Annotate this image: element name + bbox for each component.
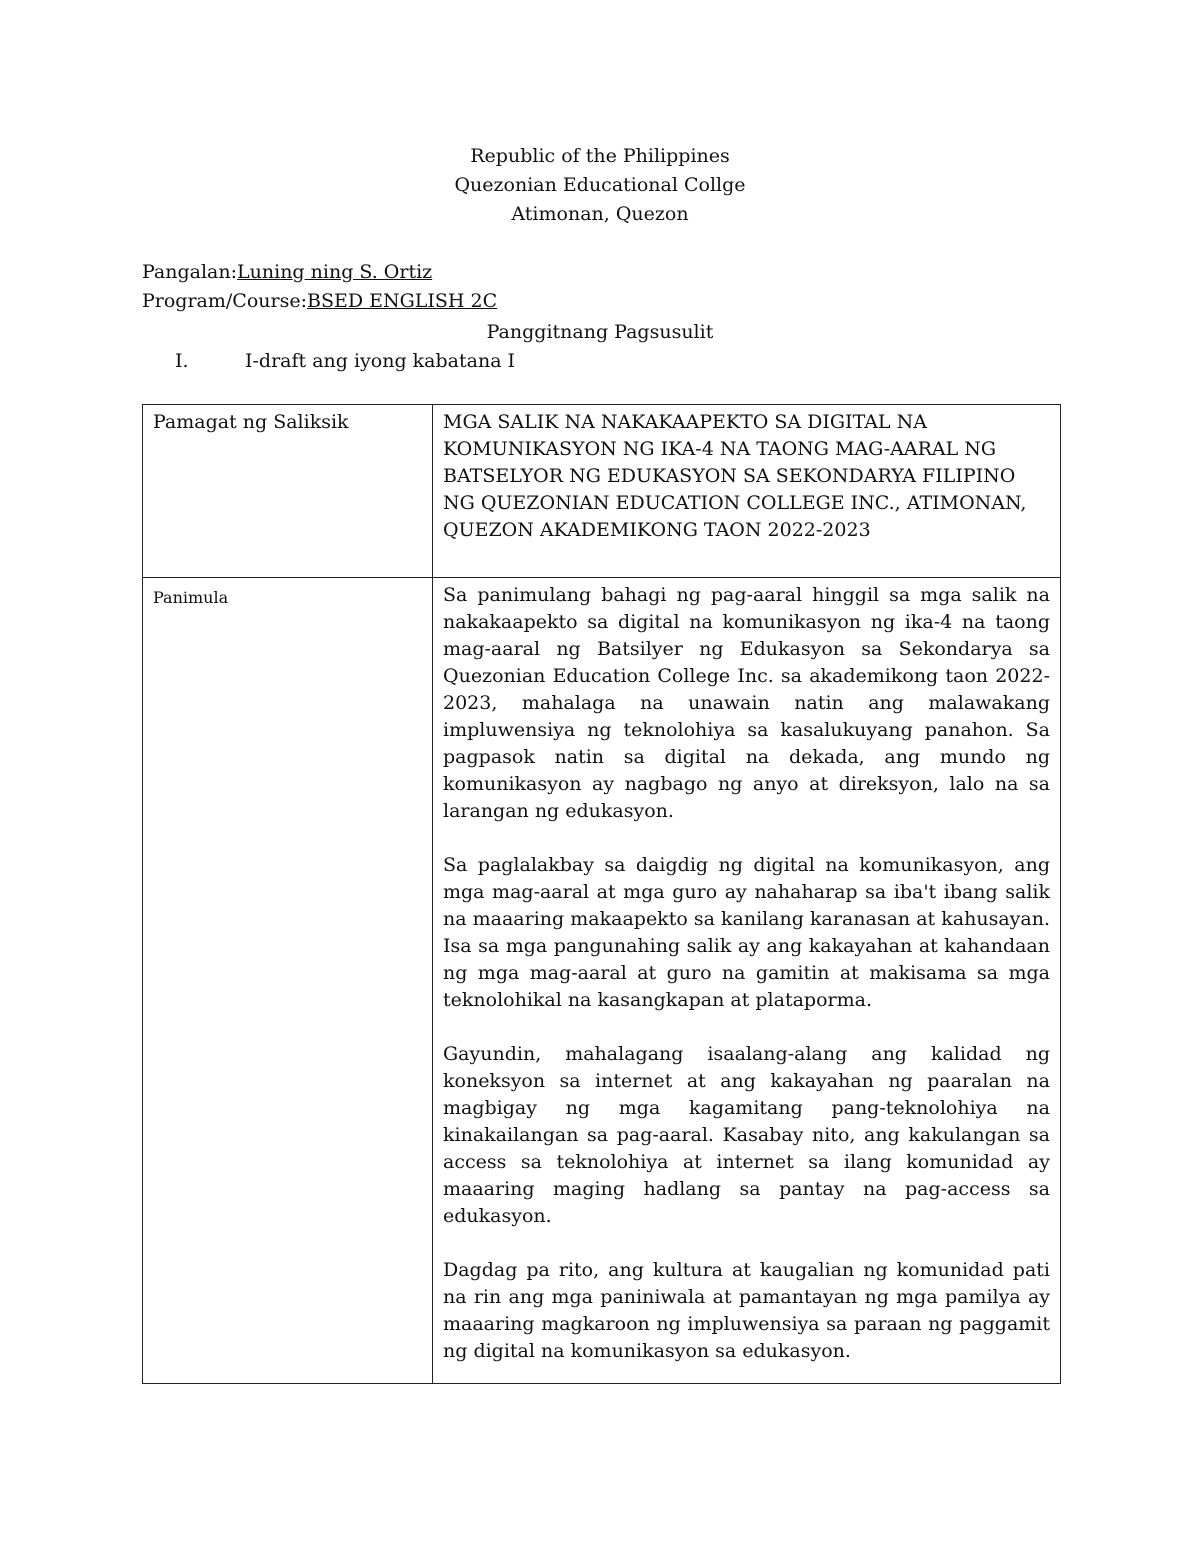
title-label: Pamagat ng Saliksik bbox=[153, 411, 349, 433]
intro-paragraph: Sa paglalakbay sa daigdig ng digital na komunikasyon, ang mga mag-aaral at mga guro ay nahaharap sa iba't ibang salik na maaaring makaapekto sa kanilang karanasan at kahusayan. Isa sa mga pangunahing salik ay ang kakayahan at kahandaan ng mga mag-aaral at guro na gamitin at makisama sa mga teknolohikal na kasangkapan at plataporma. bbox=[443, 854, 1050, 1011]
intro-paragraph: Sa panimulang bahagi ng pag-aaral hinggil sa mga salik na nakakaapekto sa digital na komunikasyon ng ika-4 na taong mag-aaral ng Batsilyer ng Edukasyon sa Sekondarya sa Quezonian Education College Inc. sa akademikong taon 2022-2023, mahalaga na unawain natin ang malawakang impluwensiya ng teknolohiya sa kasalukuyang panahon. Sa pagpasok natin sa digital na dekada, ang mundo ng komunikasyon ay nagbago ng anyo at direksyon, lalo na sa larangan ng edukasyon. bbox=[443, 584, 1050, 822]
exam-title: Panggitnang Pagsusulit bbox=[486, 321, 714, 343]
header-republic: Republic of the Philippines bbox=[470, 145, 730, 167]
title-value-cell bbox=[433, 405, 1061, 578]
research-title: MGA SALIK NA NAKAKAAPEKTO SA DIGITAL NA KOMUNIKASYON NG IKA-4 NA TAONG MAG-AARAL NG BATSELYOR NG EDUKASYON SA SEKONDARYA FILIPINO NG QUEZONIAN EDUCATION COLLEGE INC., ATIMONAN, QUEZON AKADEMIKONG TAON 2022-2023 bbox=[443, 411, 1027, 541]
research-table bbox=[142, 404, 1061, 1384]
header-location: Atimonan, Quezon bbox=[511, 203, 689, 225]
intro-paragraph: Gayundin, mahalagang isaalang-alang ang kalidad ng koneksyon sa internet at ang kakayahan ng paaralan na magbigay ng mga kagamitang pang-teknolohiya na kinakailangan sa pag-aaral. Kasabay nito, ang kakulangan sa access sa teknolohiya at internet sa ilang komunidad ay maaaring maging hadlang sa pantay na pag-access sa edukasyon. bbox=[443, 1043, 1050, 1227]
intro-label-cell bbox=[143, 578, 433, 1384]
section-numeral: I. bbox=[175, 350, 189, 372]
name-label: Pangalan: bbox=[142, 261, 238, 283]
title-label-cell bbox=[143, 405, 433, 578]
name-value: Luning ning S. Ortiz bbox=[237, 261, 433, 283]
document-header bbox=[0, 142, 1200, 229]
course-label: Program/Course: bbox=[142, 290, 307, 312]
header-school: Quezonian Educational Collge bbox=[454, 174, 746, 196]
intro-paragraph: Dagdag pa rito, ang kultura at kaugalian ng komunidad pati na rin ang mga paniniwala at pamantayan ng mga pamilya ay maaaring magkaroon ng impluwensiya sa paraan ng paggamit ng digital na komunikasyon sa edukasyon. bbox=[443, 1259, 1050, 1362]
course-line bbox=[142, 287, 497, 316]
intro-label: Panimula bbox=[153, 588, 229, 607]
student-name-line bbox=[142, 258, 432, 287]
table-row bbox=[143, 405, 1061, 578]
section-heading bbox=[175, 347, 515, 376]
intro-value-cell bbox=[433, 578, 1061, 1384]
course-value: BSED ENGLISH 2C bbox=[307, 290, 498, 312]
section-text: I-draft ang iyong kabatana I bbox=[245, 350, 516, 372]
table-row bbox=[143, 578, 1061, 1384]
